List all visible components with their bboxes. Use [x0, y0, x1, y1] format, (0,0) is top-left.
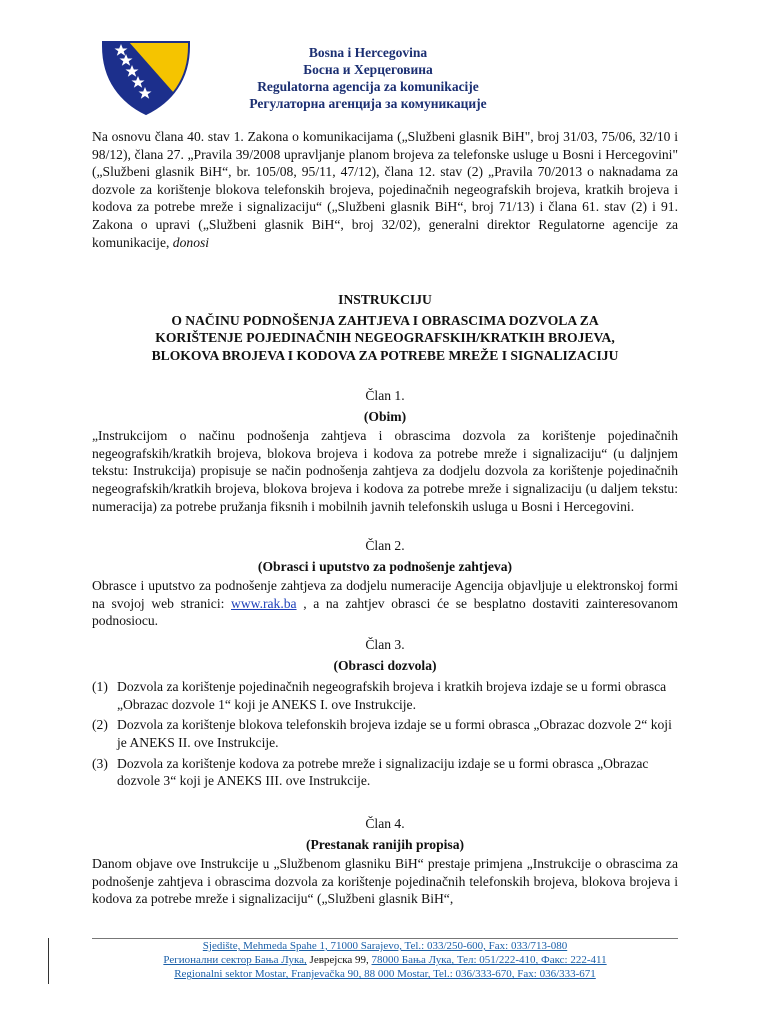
- intro-text: Na osnovu člana 40. stav 1. Zakona o komunikacijama („Službeni glasnik BiH", broj 31/03, 75/06, 32/10 i 98/12), člana 27. „Pravila 39/2008 upravljanje planom brojeva za telefonske usluge u Bosni i Hercegovini" („Službeni glasnik BiH“, br. 105/08, 95/11, 47/12), člana 12. stav (2) „Pravila 70/2013 o naknadama za dozvole za korištenje blokova telefonskih brojeva, pojedinačnih negeografskih brojeva, kratkih brojeva i kodova za potrebe mreže i signalizaciju“ („Službeni glasnik BiH“, broj 71/13) i člana 61. stav (2) i 91. Zakona o upravi („Službeni glasnik BiH“, broj 32/02), generalni direktor Regulatorne agencije za komunikacije,: [92, 129, 678, 250]
- footer-banja-luka-street: Јеврејска 99,: [309, 954, 369, 967]
- article-1-subtitle: (Obim): [363, 408, 407, 424]
- article-1-text: „Instrukcijom o načinu podnošenja zahtjeva i obrascima dozvola za korištenje pojedinačnih negeografskih/kratkih brojeva, blokova brojeva i kodova za potrebe mreže i signalizaciju“ (u daljnjem tekstu: Instrukcija) propisuje se način podnošenja zahtjeva za dodjelu dozvola za korištenje pojedinačnih negeografskih/kratkih brojeva, blokova brojeva i kodova za potrebe mreže i signalizaciju (u daljem tekstu: numeracija) za potrebe pružanja fiksnih i mobilnih javnih telefonskih usluga u Bosni i Hercegovini.: [92, 428, 678, 514]
- article-3-label: Član 3.: [365, 637, 405, 652]
- article-3-subtitle: (Obrasci dozvola): [333, 657, 437, 673]
- list-item-text: Dozvola za korištenje blokova telefonskih brojeva izdaje se u formi obrasca „Obrazac dozvole 2“ koji je ANEKS II. ove Instrukcije.: [117, 717, 672, 750]
- agency-header: [218, 44, 518, 112]
- footer-banja-luka-sector: Регионални сектор Бања Лука,: [163, 954, 307, 967]
- title-line-2: KORIŠTENJE POJEDINAČNIH NEGEOGRAFSKIH/KRATKIH BROJEVA,: [155, 330, 615, 346]
- agency-name-cyrillic: Регулаторна агенција за комуникације: [249, 96, 487, 111]
- bih-coat-of-arms-icon: [99, 40, 193, 116]
- article-1: [92, 387, 678, 515]
- agency-name-latin: Regulatorna agencija za komunikacije: [257, 79, 479, 94]
- article-2-text: [92, 577, 678, 630]
- list-item-number: (3): [92, 755, 108, 771]
- article-3: [92, 636, 678, 793]
- list-item-number: (2): [92, 717, 108, 733]
- article-4: [92, 815, 678, 908]
- article-3-list: [92, 678, 678, 790]
- list-item-text: Dozvola za korištenje pojedinačnih negeografskih brojeva i kratkih brojeva izdaje se u formi obrasca „Obrazac dozvole 1“ koji je ANEKS I. ove Instrukcije.: [117, 679, 667, 712]
- agency-name-latin-country: Bosna i Hercegovina: [308, 45, 428, 60]
- title-line-1: O NAČINU PODNOŠENJA ZAHTJEVA I OBRASCIMA DOZVOLA ZA: [171, 312, 599, 328]
- article-2-text-before: Obrasce i uputstvo za podnošenje zahtjeva za dodjelu numeracije Agencija objavljuje u elektronskoj formi na svojoj web stranici:: [92, 578, 678, 611]
- footer-banja-luka-contact: 78000 Бања Лука, Тел: 051/222-410, Факс: 222-411: [371, 954, 607, 967]
- article-2-subtitle: (Obrasci i uputstvo za podnošenje zahtjeva): [257, 558, 513, 574]
- footer-hq-address: Sjedište, Mehmeda Spahe 1, 71000 Sarajevo, Tel.: 033/250-600, Fax: 033/713-080: [202, 940, 568, 952]
- margin-bar: [48, 938, 49, 984]
- article-2-text-after: , a na zahtjev obrasci će se besplatno dostaviti zainteresovanom podnosiocu.: [92, 595, 678, 629]
- article-4-label: Član 4.: [365, 816, 405, 831]
- article-4-text: Danom objave ove Instrukcije u „Službenom glasniku BiH“ prestaje primjena „Instrukcije o obrascima za podnošenje zahtjeva i obrascima dozvola za korištenje pojedinačnih telefonskih brojeva, blokova brojeva i kodova za potrebe mreže i signalizaciju“ („Službeni glasnik BiH“,: [92, 856, 678, 907]
- list-item: [92, 678, 678, 713]
- footer-mostar-address: Regionalni sektor Mostar, Franjevačka 90, 88 000 Mostar, Tel.: 036/333-670, Fax: 036/333-671: [174, 968, 596, 981]
- article-4-subtitle: (Prestanak ranijih propisa): [305, 836, 465, 852]
- footer-banja-luka-address: [92, 953, 678, 967]
- footer: [92, 939, 678, 982]
- article-2: [92, 537, 678, 630]
- article-2-label: Član 2.: [365, 538, 405, 553]
- agency-name-cyrillic-country: Босна и Херцеговина: [303, 62, 433, 77]
- title-heading: INSTRUKCIJU: [338, 292, 432, 307]
- document-title: [92, 291, 678, 364]
- title-line-3: BLOKOVA BROJEVA I KODOVA ZA POTREBE MREŽE I SIGNALIZACIJU: [151, 347, 619, 363]
- rak-website-link[interactable]: www.rak.ba: [231, 595, 297, 611]
- list-item-number: (1): [92, 679, 108, 695]
- intro-verb: donosi: [172, 234, 210, 250]
- list-item: [92, 755, 678, 790]
- list-item: [92, 716, 678, 751]
- intro-paragraph: [92, 128, 678, 251]
- article-1-label: Član 1.: [365, 388, 405, 403]
- list-item-text: Dozvola za korištenje kodova za potrebe mreže i signalizaciju izdaje se u formi obrasca „Obrazac dozvole 3“ koji je ANEKS III. ove Instrukcije.: [117, 755, 649, 789]
